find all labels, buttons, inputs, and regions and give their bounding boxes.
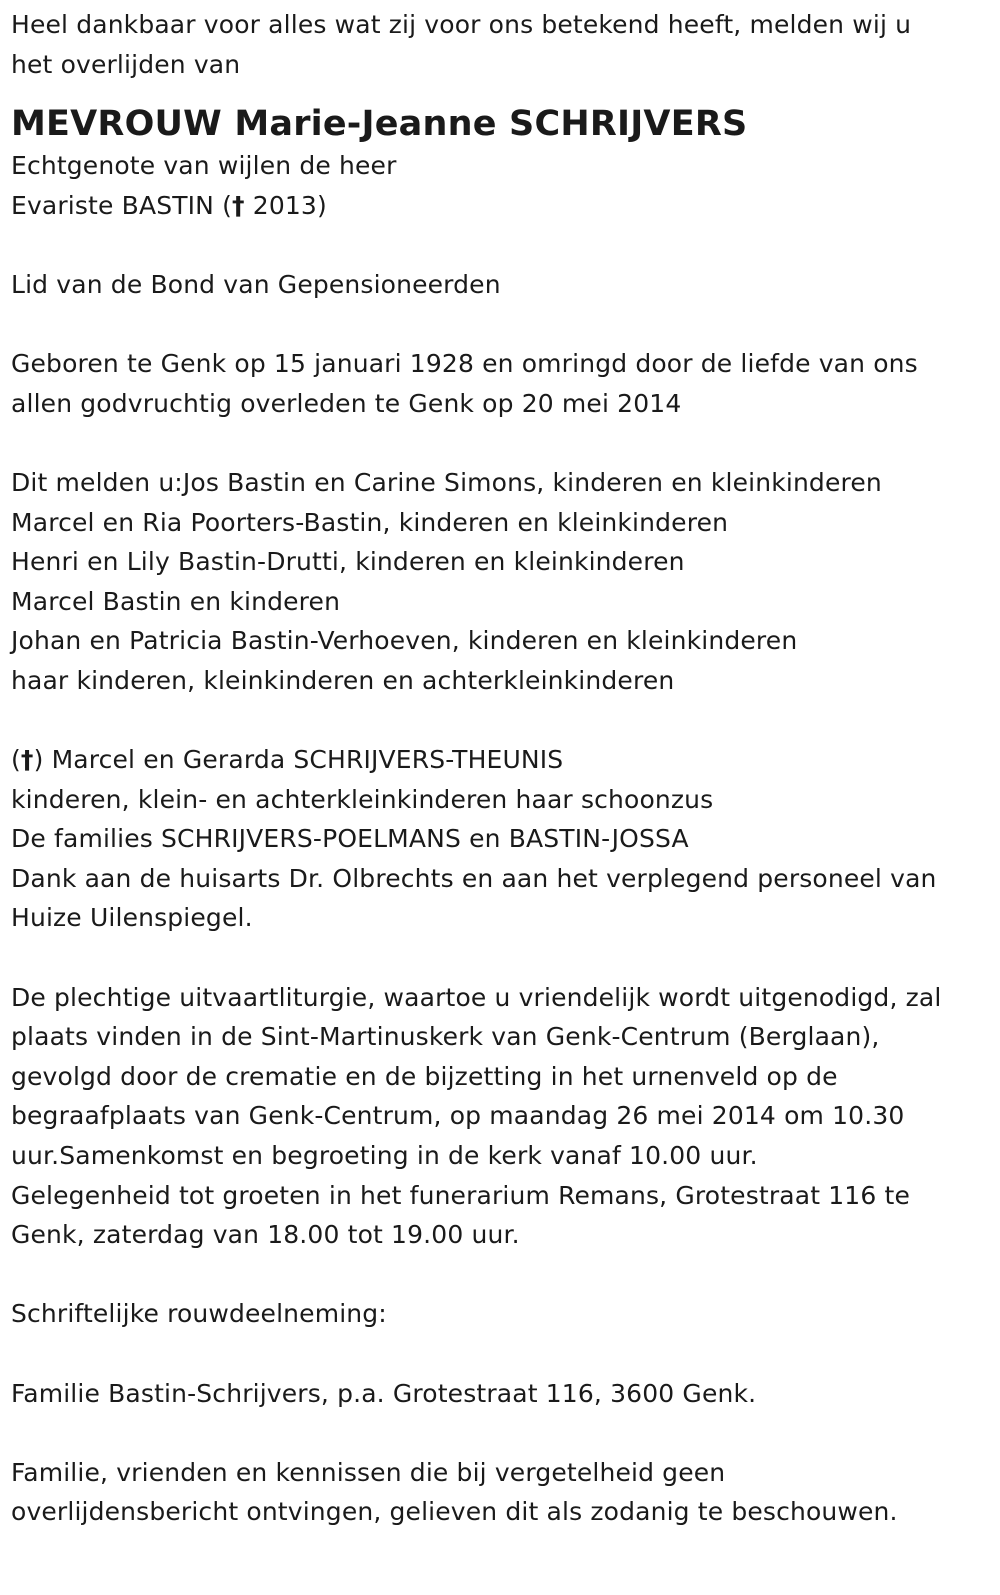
family-line — [11, 740, 1000, 780]
spacer — [11, 305, 1000, 345]
family-paragraph — [11, 740, 1000, 938]
announcer-line: Henri en Lily Bastin-Drutti, kinderen en kleinkinderen — [11, 547, 685, 577]
ceremony-line: De plechtige uitvaartliturgie, waartoe u vriendelijk wordt uitgenodigd, zal — [11, 982, 942, 1012]
spacer — [11, 423, 1000, 463]
thanks-line: Dank aan de huisarts Dr. Olbrechts en aan het verplegend personeel van — [11, 863, 937, 893]
announcers-paragraph — [11, 463, 1000, 701]
birth-death-line: Geboren te Genk op 15 januari 1928 en omringd door de liefde van ons — [11, 349, 918, 379]
spouse-line: Echtgenote van wijlen de heer — [11, 151, 397, 181]
announcer-line: Marcel en Ria Poorters-Bastin, kinderen en kleinkinderen — [11, 507, 729, 537]
condolence-address: Familie Bastin-Schrijvers, p.a. Grotestraat 116, 3600 Genk. — [11, 1378, 757, 1408]
spacer — [11, 1255, 1000, 1295]
spacer — [11, 225, 1000, 265]
spouse-line — [11, 186, 1000, 226]
closing-line: Familie, vrienden en kennissen die bij vergetelheid geen — [11, 1457, 726, 1487]
condolence-label: Schriftelijke rouwdeelneming: — [11, 1299, 387, 1329]
family-deceased-names: ) Marcel en Gerarda SCHRIJVERS-THEUNIS — [33, 745, 564, 775]
spacer — [11, 1413, 1000, 1453]
ceremony-line: Gelegenheid tot groeten in het funerarium Remans, Grotestraat 116 te — [11, 1180, 910, 1210]
closing-line: overlijdensbericht ontvingen, gelieven dit als zodanig te beschouwen. — [11, 1497, 898, 1527]
birth-death-line: allen godvruchtig overleden te Genk op 20 mei 2014 — [11, 388, 682, 418]
announcer-line: Johan en Patricia Bastin-Verhoeven, kinderen en kleinkinderen — [11, 626, 798, 656]
spacer — [11, 1334, 1000, 1374]
cross-icon: † — [20, 745, 34, 775]
ceremony-line: plaats vinden in de Sint-Martinuskerk van Genk-Centrum (Berglaan), — [11, 1022, 880, 1052]
membership-line: Lid van de Bond van Gepensioneerden — [11, 269, 501, 299]
cross-icon: † — [232, 190, 245, 220]
spacer — [11, 938, 1000, 978]
intro-line: Heel dankbaar voor alles wat zij voor ons betekend heeft, melden wij u — [11, 10, 912, 39]
spouse-paragraph — [11, 146, 1000, 225]
birth-death-paragraph — [11, 344, 1000, 423]
ceremony-line: gevolgd door de crematie en de bijzetting in het urnenveld op de — [11, 1061, 838, 1091]
spacer — [11, 701, 1000, 741]
spouse-death-year: 2013) — [244, 190, 327, 220]
death-notice — [0, 5, 1000, 1595]
ceremony-paragraph — [11, 978, 1000, 1255]
family-line: De families SCHRIJVERS-POELMANS en BASTIN-JOSSA — [11, 824, 689, 854]
paren-open: ( — [11, 745, 21, 775]
announcer-line: haar kinderen, kleinkinderen en achterkleinkinderen — [11, 665, 675, 695]
family-line: kinderen, klein- en achterkleinkinderen haar schoonzus — [11, 784, 714, 814]
thanks-line: Huize Uilenspiegel. — [11, 903, 253, 933]
announcer-line: Dit melden u:Jos Bastin en Carine Simons, kinderen en kleinkinderen — [11, 467, 882, 497]
announcer-line: Marcel Bastin en kinderen — [11, 586, 341, 616]
ceremony-line: uur.Samenkomst en begroeting in de kerk vanaf 10.00 uur. — [11, 1141, 758, 1171]
closing-paragraph — [11, 1453, 1000, 1532]
intro-line: het overlijden van — [11, 49, 241, 79]
intro-paragraph — [11, 5, 1000, 84]
spouse-name: Evariste BASTIN ( — [11, 190, 233, 220]
deceased-name: MEVROUW Marie-Jeanne SCHRIJVERS — [11, 104, 748, 145]
ceremony-line: Genk, zaterdag van 18.00 tot 19.00 uur. — [11, 1220, 520, 1250]
ceremony-line: begraafplaats van Genk-Centrum, op maandag 26 mei 2014 om 10.30 — [11, 1101, 905, 1131]
